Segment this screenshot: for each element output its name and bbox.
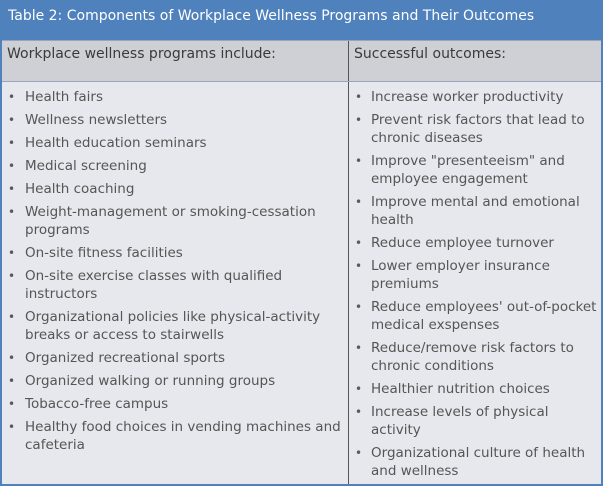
bullet-icon: • (355, 113, 363, 127)
program-list-item-text: Weight-management or smoking-cessation programs (25, 204, 316, 238)
bullet-icon: • (355, 341, 363, 355)
bullet-icon: • (355, 236, 363, 250)
table-caption: Table 2: Components of Workplace Wellness Programs and Their Outcomes (2, 2, 601, 40)
outcome-list-item (349, 298, 601, 334)
bullet-icon: • (355, 195, 363, 209)
program-list-item (2, 267, 348, 303)
column-header-row (2, 40, 601, 82)
program-list-item-text: Health education seminars (25, 135, 207, 151)
bullet-icon: • (8, 310, 16, 324)
program-list-item-text: Healthy food choices in vending machines and cafeteria (25, 419, 341, 453)
programs-column (2, 82, 348, 484)
outcome-list-item-text: Organizational culture of health and wellness (371, 445, 586, 479)
outcome-list-item-text: Healthier nutrition choices (371, 381, 550, 397)
program-list-item (2, 418, 348, 454)
program-list-item (2, 180, 348, 198)
outcomes-column (348, 82, 601, 484)
column-header-programs: Workplace wellness programs include: (7, 46, 276, 62)
outcome-list-item-text: Reduce employee turnover (371, 235, 554, 251)
bullet-icon: • (8, 205, 16, 219)
program-list-item (2, 134, 348, 152)
column-header-outcomes: Successful outcomes: (348, 41, 601, 81)
outcome-list-item (349, 193, 601, 229)
bullet-icon: • (355, 446, 363, 460)
bullet-icon: • (8, 374, 16, 388)
bullet-icon: • (8, 113, 16, 127)
program-list-item-text: On-site fitness facilities (25, 245, 183, 261)
program-list-item-text: Medical screening (25, 158, 147, 174)
program-list-item (2, 395, 348, 413)
program-list-item-text: Wellness newsletters (25, 112, 168, 128)
bullet-icon: • (8, 397, 16, 411)
bullet-icon: • (8, 182, 16, 196)
outcome-list-item-text: Increase worker productivity (371, 89, 564, 105)
bullet-icon: • (8, 420, 16, 434)
program-list-item (2, 111, 348, 129)
program-list-item-text: Health coaching (25, 181, 135, 197)
program-list-item (2, 349, 348, 367)
bullet-icon: • (355, 405, 363, 419)
outcome-list-item (349, 257, 601, 293)
bullet-icon: • (355, 154, 363, 168)
outcome-list-item-text: Prevent risk factors that lead to chronic diseases (371, 112, 585, 146)
bullet-icon: • (8, 136, 16, 150)
bullet-icon: • (8, 269, 16, 283)
program-list-item-text: Organized recreational sports (25, 350, 226, 366)
outcomes-list (349, 88, 601, 480)
bullet-icon: • (355, 382, 363, 396)
program-list-item-text: On-site exercise classes with qualified instructors (25, 268, 283, 302)
program-list-item-text: Tobacco-free campus (25, 396, 169, 412)
outcome-list-item (349, 380, 601, 398)
program-list-item (2, 308, 348, 344)
program-list-item-text: Organizational policies like physical-activity breaks or access to stairwells (25, 309, 321, 343)
program-list-item (2, 157, 348, 175)
outcome-list-item (349, 403, 601, 439)
outcome-list-item-text: Reduce/remove risk factors to chronic conditions (371, 340, 574, 374)
outcome-list-item (349, 152, 601, 188)
bullet-icon: • (8, 351, 16, 365)
bullet-icon: • (355, 300, 363, 314)
outcome-list-item-text: Improve mental and emotional health (371, 194, 580, 228)
program-list-item-text: Organized walking or running groups (25, 373, 276, 389)
outcome-list-item (349, 234, 601, 252)
program-list-item (2, 244, 348, 262)
outcome-list-item-text: Lower employer insurance premiums (371, 258, 550, 292)
table-body-row (2, 82, 601, 484)
outcome-list-item (349, 111, 601, 147)
outcome-list-item (349, 88, 601, 106)
outcome-list-item-text: Increase levels of physical activity (371, 404, 549, 438)
program-list-item (2, 203, 348, 239)
program-list-item (2, 88, 348, 106)
programs-list (2, 88, 348, 454)
outcome-list-item-text: Improve "presenteeism" and employee engagement (371, 153, 565, 187)
bullet-icon: • (8, 246, 16, 260)
bullet-icon: • (8, 90, 16, 104)
program-list-item (2, 372, 348, 390)
bullet-icon: • (355, 90, 363, 104)
outcome-list-item-text: Reduce employees' out-of-pocket medical exspenses (371, 299, 597, 333)
program-list-item-text: Health fairs (25, 89, 103, 105)
outcome-list-item (349, 339, 601, 375)
bullet-icon: • (8, 159, 16, 173)
bullet-icon: • (355, 259, 363, 273)
outcome-list-item (349, 444, 601, 480)
